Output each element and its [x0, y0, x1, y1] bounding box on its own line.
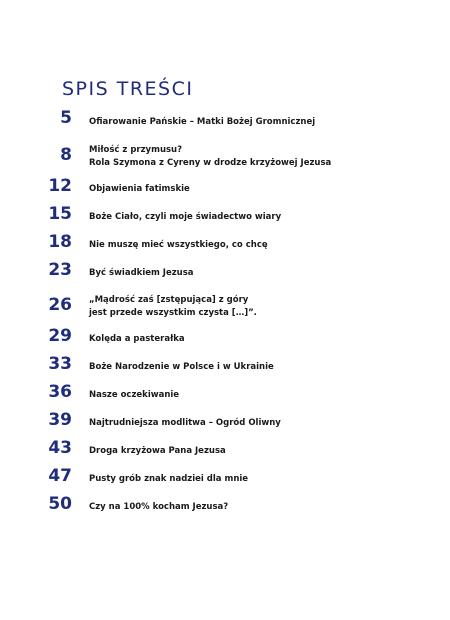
toc-entry-title: Droga krzyżowa Pana Jezusa	[89, 446, 226, 456]
toc-page-number: 29	[48, 326, 72, 346]
toc-entry-title: Nie muszę mieć wszystkiego, co chcę	[89, 240, 268, 250]
toc-page-number: 43	[48, 438, 72, 458]
toc-entry-title: Kolęda a pasterałka	[89, 334, 185, 344]
toc-entry[interactable]	[0, 328, 450, 356]
toc-page-number: 26	[48, 295, 72, 315]
toc-entry-title: Pusty grób znak nadziei dla mnie	[89, 474, 249, 484]
toc-entry[interactable]	[0, 496, 450, 524]
toc-entry[interactable]	[0, 356, 450, 384]
toc-entry[interactable]	[0, 468, 450, 496]
toc-entry-title: Być świadkiem Jezusa	[89, 268, 194, 278]
toc-entry[interactable]	[0, 295, 450, 323]
toc-entry[interactable]	[0, 262, 450, 290]
toc-page-number: 15	[48, 204, 72, 224]
toc-entry[interactable]	[0, 206, 450, 234]
toc-entry-title: Objawienia fatimskie	[89, 184, 190, 194]
toc-page-number: 33	[48, 354, 72, 374]
toc-entry[interactable]	[0, 384, 450, 412]
toc-page-number: 12	[48, 176, 72, 196]
toc-page-number: 47	[48, 466, 72, 486]
toc-entry[interactable]	[0, 440, 450, 468]
toc-entry-title: Nasze oczekiwanie	[89, 390, 180, 400]
toc-entry-title: Najtrudniejsza modlitwa – Ogród Oliwny	[89, 418, 281, 428]
toc-page-number: 5	[60, 108, 72, 128]
toc-entry[interactable]	[0, 108, 450, 139]
toc-entry[interactable]	[0, 234, 450, 262]
toc-entry-title: „Mądrość zaś [zstępująca] z góry jest przede wszystkim czysta […]”.	[89, 295, 257, 318]
toc-entry-title: Boże Ciało, czyli moje świadectwo wiary	[89, 212, 282, 222]
toc-entry[interactable]	[0, 145, 450, 173]
toc-entry[interactable]	[0, 412, 450, 440]
page-title: SPIS TREŚCI	[62, 78, 194, 100]
toc-page-number: 18	[48, 232, 72, 252]
toc-entry-title: Czy na 100% kocham Jezusa?	[89, 502, 229, 512]
toc-page-number: 23	[48, 260, 72, 280]
toc-entry-title: Miłość z przymusu? Rola Szymona z Cyreny w drodze krzyżowej Jezusa	[89, 145, 332, 168]
toc-page-number: 8	[60, 145, 72, 165]
toc-entry-title: Ofiarowanie Pańskie – Matki Bożej Gromnicznej	[89, 117, 316, 127]
toc-entry-title: Boże Narodzenie w Polsce i w Ukrainie	[89, 362, 274, 372]
toc-page-number: 39	[48, 410, 72, 430]
toc-page-number: 36	[48, 382, 72, 402]
toc-entry[interactable]	[0, 178, 450, 206]
toc-page-number: 50	[48, 494, 72, 514]
